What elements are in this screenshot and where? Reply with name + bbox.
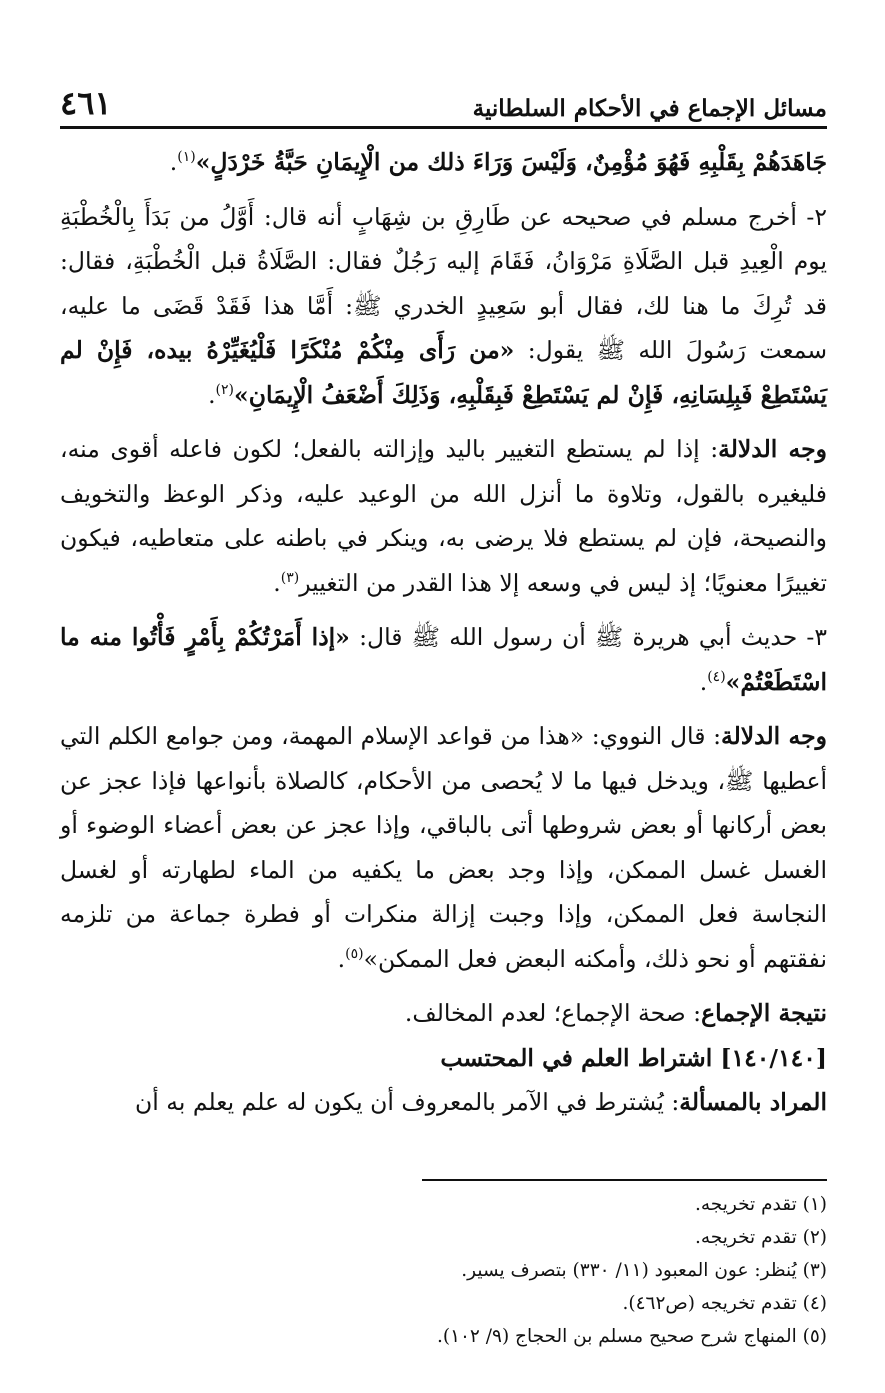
sentence-end: . — [208, 380, 216, 409]
paragraph-7 — [60, 1036, 827, 1081]
issue-heading: [١٤٠/١٤٠] اشتراط العلم في المحتسب — [440, 1043, 827, 1072]
hadith-quote: «إذا أَمَرْتُكُمْ بِأَمْرٍ فَأْتُوا منه ما اسْتَطَعْتُمْ» — [60, 623, 827, 696]
paragraph-text: : يُشترط في الآمر بالمعروف أن يكون له علم يعلم به أن — [134, 1088, 680, 1116]
section-label: المراد بالمسألة — [679, 1088, 827, 1116]
sentence-end: . — [699, 667, 708, 696]
page-number: ٤٦١ — [60, 84, 112, 122]
footnotes — [60, 1188, 827, 1353]
section-label: وجه الدلالة — [718, 435, 827, 463]
footnote-divider — [422, 1179, 827, 1181]
hadith-quote: «من رَأَى مِنْكُمْ مُنْكَرًا فَلْيُغَيِّرْهُ بيده، فَإِنْ لم يَسْتَطِعْ فَبِلِسَانِهِ، فَإِنْ لم يَسْتَطِعْ فَبِقَلْبِهِ، وَذَلِكَ أَضْعَفُ الْإِيمَانِ» — [60, 336, 827, 409]
paragraph-text: : قال النووي: «هذا من قواعد الإسلام المهمة، ومن جوامع الكلم التي أعطيها ﷺ، ويدخل فيها ما لا يُحصى من الأحكام، كالصلاة بأنواعها فإذا عجز عن بعض أركانها أو بعض شروطها أتى بالباقي، وإذا عجز عن بعض أعضاء الوضوء أو الغسل غسل الممكن، وإذا وجد بعض ما يكفيه من الماء لطهارته أو لغسل النجاسة فعل الممكن، وإذا وجبت إزالة منكرات أو فطرة جماعة من تلزمه نفقتهم أو نحو ذلك، وأمكنه البعض فعل الممكن» — [60, 722, 827, 973]
footnote-item: (٥) المنهاج شرح صحيح مسلم بن الحجاج (٩/ ١٠٢). — [436, 1326, 827, 1347]
paragraph-1 — [60, 140, 827, 185]
paragraph-6 — [60, 991, 827, 1036]
sentence-end: . — [169, 148, 178, 176]
paragraph-text: : إذا لم يستطع التغيير باليد وإزالته بالفعل؛ لكون فاعله أقوى منه، فليغيره بالقول، وتلاوة ما أنزل الله من الوعيد عليه، وذكر الوعظ والتخويف والنصيحة، فإن لم يستطع فلا يرضى به، وينكر في باطنه على متعاطيه، فيكون تغييرًا معنويًا؛ إذ ليس في وسعه إلا هذا القدر من التغيير — [60, 435, 827, 597]
paragraph-5 — [60, 714, 827, 981]
footnote-ref: (٥) — [345, 945, 364, 962]
paragraph-4 — [60, 615, 827, 704]
paragraph-text: ٣- حديث أبي هريرة ﷺ أن رسول الله ﷺ قال: — [349, 623, 827, 651]
section-label: نتيجة الإجماع — [701, 999, 827, 1027]
page-header — [60, 78, 827, 129]
footnote-ref: (٤) — [707, 668, 726, 685]
footnote-ref: (١) — [177, 149, 196, 166]
footnote-item: (٤) تقدم تخريجه (ص٤٦٢). — [622, 1293, 827, 1314]
section-label: وجه الدلالة — [720, 722, 827, 750]
sentence-end: . — [337, 944, 346, 973]
paragraph-text: ٢- أخرج مسلم في صحيحه عن طَارِقِ بن شِهَابٍ أنه قال: أَوَّلُ من بَدَأَ بِالْخُطْبَةِ يوم الْعِيدِ قبل الصَّلَاةِ مَرْوَانُ، فَقَامَ إليه رَجُلٌ فقال: الصَّلَاةُ قبل الْخُطْبَةِ، فقال: قد تُرِكَ ما هنا لك، فقال أبو سَعِيدٍ الخدري ﷺ: أَمَّا هذا فَقَدْ قَضَى ما عليه، سمعت رَسُولَ الله ﷺ يقول: — [60, 202, 828, 364]
footnote-item: (٢) تقدم تخريجه. — [695, 1227, 827, 1248]
footnote-item: (١) تقدم تخريجه. — [695, 1194, 827, 1215]
paragraph-text: : صحة الإجماع؛ لعدم المخالف. — [404, 999, 702, 1027]
footnote-ref: (٣) — [280, 569, 300, 586]
paragraph-8 — [60, 1080, 827, 1125]
footnote-ref: (٢) — [215, 381, 235, 398]
hadith-quote: جَاهَدَهُمْ بِقَلْبِهِ فَهُوَ مُؤْمِنٌ، وَلَيْسَ وَرَاءَ ذلك من الْإِيمَانِ حَبَّةُ خَرْدَلٍ» — [195, 148, 827, 176]
footnote-item: (٣) يُنظر: عون المعبود (١١/ ٣٣٠) بتصرف يسير. — [461, 1260, 827, 1281]
paragraph-3 — [60, 427, 827, 605]
main-text — [60, 140, 827, 1125]
paragraph-2 — [60, 195, 827, 418]
sentence-end: . — [273, 568, 281, 597]
running-title: مسائل الإجماع في الأحكام السلطانية — [472, 95, 827, 122]
